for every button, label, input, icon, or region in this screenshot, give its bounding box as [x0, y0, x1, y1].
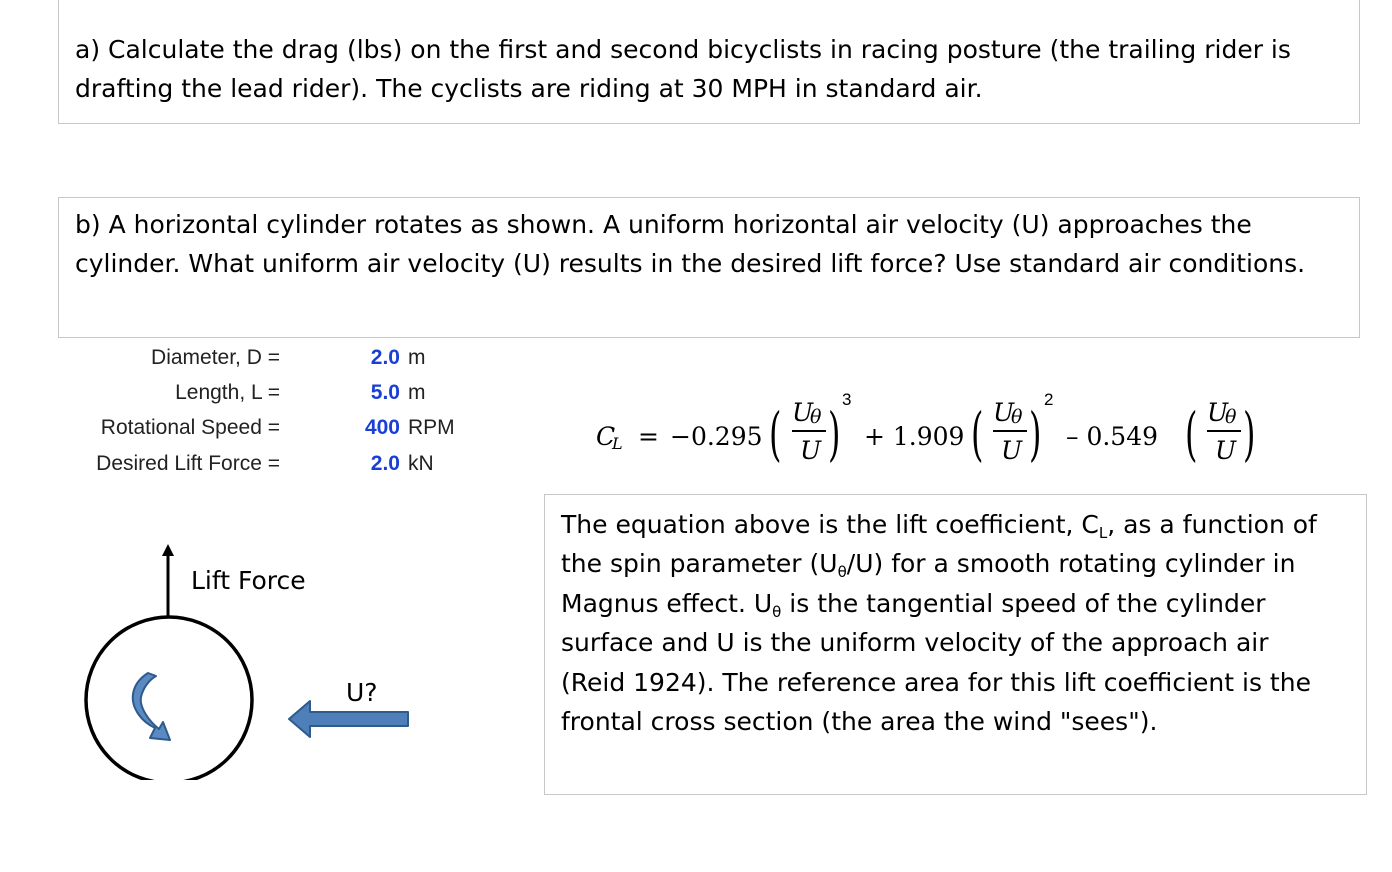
- description-line-1: The equation above is the lift coefficient, $C_L$, as a function of: [561, 510, 1317, 542]
- eq-term1-num: U: [792, 398, 814, 427]
- param-label-rotational-speed: Rotational Speed =: [100, 416, 280, 439]
- part-a-box: [58, 0, 1360, 124]
- eq-term1-paren-right: ): [828, 400, 841, 468]
- eq-term2-exp: 2: [1044, 390, 1054, 409]
- param-unit-length: m: [408, 381, 426, 404]
- eq-term3-paren-left: (: [1185, 400, 1198, 468]
- eq-term2-frac-line: [993, 430, 1027, 432]
- eq-term2-paren-left: (: [971, 400, 984, 468]
- eq-term3-frac-line: [1207, 430, 1241, 432]
- description-text: [561, 505, 1351, 741]
- description-line-3: Magnus effect. $U_\theta$ is the tangential speed of the cylinder: [561, 588, 1266, 621]
- param-unit-diameter: m: [408, 346, 426, 369]
- description-line-6: frontal cross section (the area the wind "sees").: [561, 707, 1158, 737]
- eq-lhs: C: [596, 422, 616, 451]
- eq-term2-num: U: [993, 398, 1015, 427]
- description-line-5: (Reid 1924). The reference area for this lift coefficient is the: [561, 667, 1311, 697]
- eq-term1-frac-line: [792, 430, 826, 432]
- eq-term2-num-sub: θ: [1011, 406, 1023, 428]
- param-value-diameter: 2.0: [370, 346, 400, 369]
- eq-term1-exp: 3: [842, 390, 852, 409]
- part-b-text: b) A horizontal cylinder rotates as shown. A uniform horizontal air velocity (U) approaches the cylinder. What uniform air velocity (U) results in the desired lift force? Use standard air conditions.: [75, 210, 1306, 278]
- lift-coefficient-equation: [596, 392, 1276, 476]
- param-value-rotational-speed: 400: [364, 416, 400, 439]
- eq-lhs-sub: L: [612, 434, 623, 453]
- eq-term2-coef: + 1.909: [864, 422, 965, 451]
- eq-term3-num-sub: θ: [1225, 406, 1237, 428]
- rotation-arrow-icon: [133, 673, 170, 740]
- eq-term3-coef: – 0.549: [1066, 422, 1159, 451]
- param-label-length: Length, L =: [175, 381, 280, 404]
- eq-term1-coef: −0.295: [670, 422, 763, 451]
- eq-term3-paren-right: ): [1243, 400, 1256, 468]
- part-a-text: a) Calculate the drag (lbs) on the first and second bicyclists in racing posture (the trailing rider is drafting the lead rider). The cyclists are riding at 30 MPH in standard air.: [75, 35, 1291, 103]
- eq-term2-paren-right: ): [1029, 400, 1042, 468]
- eq-term1-den: U: [800, 436, 822, 465]
- lift-force-label: Lift Force: [191, 566, 306, 595]
- eq-equals: =: [638, 422, 659, 451]
- description-line-2: the spin parameter $(U_\theta/U)$ for a smooth rotating cylinder in: [561, 549, 1296, 582]
- param-label-lift-force: Desired Lift Force =: [96, 452, 280, 475]
- param-value-lift-force: 2.0: [370, 452, 400, 475]
- velocity-label: U?: [346, 678, 378, 707]
- param-unit-lift-force: kN: [408, 452, 434, 475]
- param-value-length: 5.0: [370, 381, 400, 404]
- param-unit-rotational-speed: RPM: [408, 416, 455, 439]
- eq-term3-num: U: [1207, 398, 1229, 427]
- eq-term1-paren-left: (: [769, 400, 782, 468]
- description-line-4: surface and U is the uniform velocity of the approach air: [561, 628, 1269, 658]
- eq-term2-den: U: [1001, 436, 1023, 465]
- eq-term3-den: U: [1215, 436, 1237, 465]
- part-b-box: [58, 197, 1360, 338]
- param-label-diameter: Diameter, D =: [151, 346, 280, 369]
- eq-term1-num-sub: θ: [810, 406, 822, 428]
- lift-arrow-head: [162, 544, 174, 556]
- cylinder-circle: [86, 617, 252, 780]
